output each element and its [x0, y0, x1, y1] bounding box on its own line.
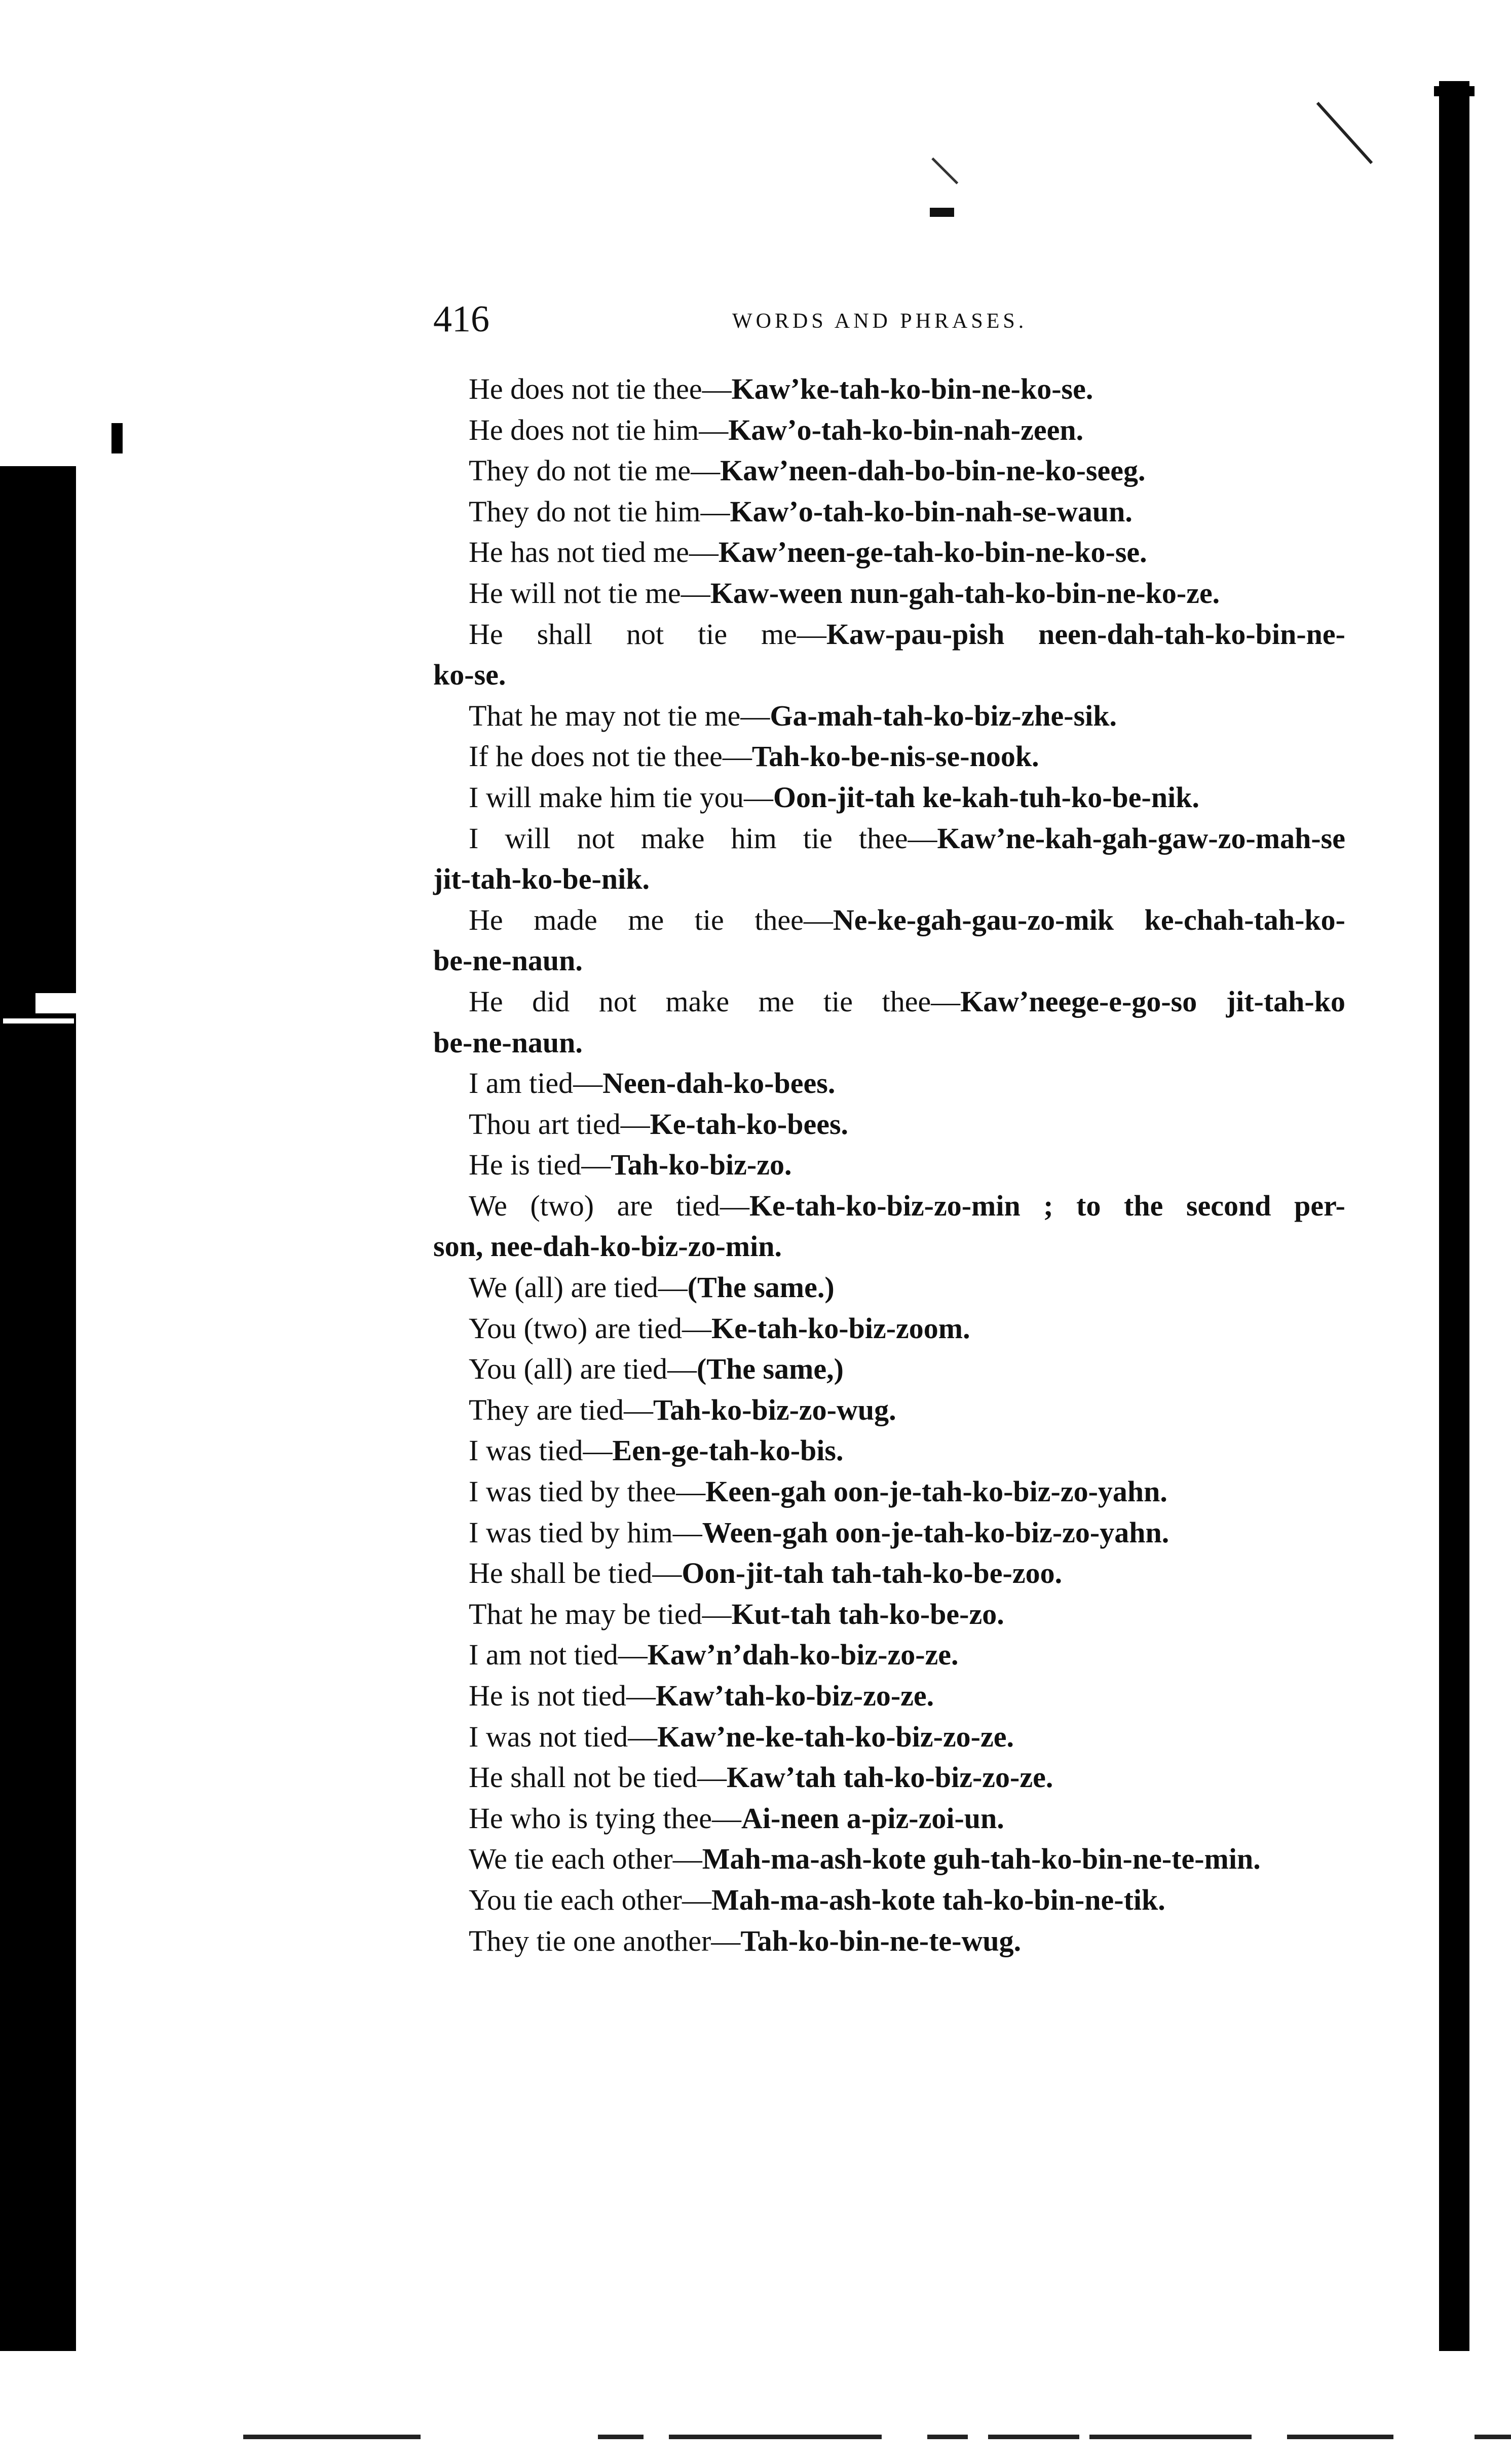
- ojibwe-translation: Ke-tah-ko-biz-zoom.: [711, 1311, 970, 1345]
- phrase-line: [433, 1757, 1345, 1798]
- ojibwe-translation: (The same.): [687, 1271, 835, 1304]
- phrase-line: [433, 1471, 1345, 1512]
- phrase-line: [433, 777, 1345, 818]
- phrase-line: [433, 1308, 1345, 1349]
- english-phrase: He is tied—: [469, 1148, 611, 1182]
- phrase-line: [433, 369, 1345, 410]
- ojibwe-translation: Mah-ma-ash-kote guh-tah-ko-bin-ne-te-min.: [702, 1842, 1261, 1876]
- phrase-continuation: [433, 1022, 1345, 1064]
- phrase-line: [433, 1717, 1345, 1758]
- ojibwe-translation-continued: be-ne-naun.: [433, 1026, 583, 1059]
- scan-dash: [930, 208, 954, 217]
- phrase-line: [433, 981, 1345, 1022]
- ojibwe-translation: Oon-jit-tah tah-tah-ko-be-zoo.: [682, 1557, 1063, 1590]
- phrase-line: [433, 1267, 1345, 1308]
- ojibwe-translation: Tah-ko-biz-zo-wug.: [653, 1393, 896, 1426]
- ojibwe-translation: Mah-ma-ash-kote tah-ko-bin-ne-tik.: [711, 1883, 1165, 1916]
- scan-bottom-rule: [243, 2435, 421, 2439]
- english-phrase: I was tied by thee—: [469, 1475, 706, 1508]
- phrase-line: [433, 1553, 1345, 1594]
- phrase-line: [433, 1186, 1345, 1227]
- scan-binding-cap: [1434, 86, 1475, 96]
- phrase-line: [433, 410, 1345, 451]
- ojibwe-translation: Ke-tah-ko-biz-zo-min ; to the second per-: [749, 1189, 1345, 1222]
- phrase-line: [433, 1921, 1345, 1962]
- ojibwe-translation: Kaw’o-tah-ko-bin-nah-zeen.: [728, 413, 1084, 446]
- scan-binding-shadow: [1439, 81, 1469, 2351]
- phrase-line: [433, 573, 1345, 614]
- scan-stroke: [1316, 102, 1373, 164]
- scan-bottom-rule: [1089, 2435, 1252, 2439]
- phrase-line: [433, 1594, 1345, 1635]
- phrase-line: [433, 532, 1345, 573]
- phrase-line: [433, 1390, 1345, 1431]
- english-phrase: They are tied—: [469, 1393, 653, 1426]
- ojibwe-translation: Kaw-ween nun-gah-tah-ko-bin-ne-ko-ze.: [710, 576, 1220, 610]
- phrase-line: [433, 1880, 1345, 1921]
- phrase-continuation: [433, 1226, 1345, 1267]
- phrase-continuation: [433, 655, 1345, 696]
- english-phrase: I am not tied—: [469, 1638, 648, 1672]
- ojibwe-translation: Ne-ke-gah-gau-zo-mik ke-chah-tah-ko-: [833, 903, 1345, 936]
- english-phrase: He has not tied me—: [469, 536, 719, 569]
- page-number: 416: [433, 298, 489, 340]
- ojibwe-translation: Kaw’ne-ke-tah-ko-biz-zo-ze.: [657, 1720, 1014, 1753]
- ojibwe-translation: Kaw’neege-e-go-so jit-tah-ko: [960, 984, 1345, 1018]
- english-phrase: He does not tie thee—: [469, 372, 732, 405]
- phrase-line: [433, 1430, 1345, 1471]
- phrase-line: [433, 1798, 1345, 1839]
- phrase-list: [433, 369, 1345, 1961]
- ojibwe-translation: Ga-mah-tah-ko-biz-zhe-sik.: [770, 699, 1117, 732]
- ojibwe-translation-continued: be-ne-naun.: [433, 944, 583, 977]
- ojibwe-translation: Ai-neen a-piz-zoi-un.: [741, 1801, 1004, 1835]
- english-phrase: That he may not tie me—: [469, 699, 770, 732]
- scan-bottom-rule: [988, 2435, 1079, 2439]
- ojibwe-translation: Een-ge-tah-ko-bis.: [612, 1434, 844, 1467]
- scan-edge-shadow: [0, 466, 76, 2351]
- ojibwe-translation: Tah-ko-bin-ne-te-wug.: [740, 1924, 1022, 1957]
- english-phrase: I was tied by him—: [469, 1515, 702, 1549]
- ojibwe-translation: Kaw’n’dah-ko-biz-zo-ze.: [647, 1638, 959, 1672]
- english-phrase: He does not tie him—: [469, 413, 729, 446]
- english-phrase: I will make him tie you—: [469, 780, 773, 814]
- ojibwe-translation: Ke-tah-ko-bees.: [650, 1107, 849, 1141]
- ojibwe-translation: Kaw’tah-ko-biz-zo-ze.: [655, 1679, 934, 1712]
- english-phrase: That he may be tied—: [469, 1597, 732, 1631]
- ojibwe-translation: Kaw’tah tah-ko-biz-zo-ze.: [727, 1761, 1053, 1794]
- phrase-line: [433, 696, 1345, 737]
- ojibwe-translation: Kaw’ne-kah-gah-gaw-zo-mah-se: [937, 821, 1345, 855]
- ojibwe-translation: (The same,): [696, 1352, 844, 1386]
- english-phrase: I was tied—: [469, 1434, 613, 1467]
- scan-bottom-rule: [1475, 2435, 1511, 2439]
- ojibwe-translation: Keen-gah oon-je-tah-ko-biz-zo-yahn.: [705, 1475, 1167, 1508]
- english-phrase: They do not tie me—: [469, 454, 721, 487]
- ojibwe-translation: Tah-ko-be-nis-se-nook.: [751, 740, 1039, 773]
- english-phrase: They tie one another—: [469, 1924, 741, 1957]
- phrase-line: [433, 818, 1345, 859]
- phrase-line: [433, 1063, 1345, 1104]
- english-phrase: We tie each other—: [469, 1842, 702, 1876]
- ojibwe-translation: Kaw’neen-ge-tah-ko-bin-ne-ko-se.: [718, 536, 1147, 569]
- ojibwe-translation: Kaw-pau-pish neen-dah-tah-ko-bin-ne-: [826, 617, 1345, 651]
- english-phrase: He made me tie thee—: [469, 903, 833, 936]
- running-head-title: WORDS AND PHRASES.: [732, 310, 1028, 333]
- english-phrase: We (all) are tied—: [469, 1271, 688, 1304]
- running-head: [433, 296, 1335, 352]
- scan-bottom-rule: [1287, 2435, 1393, 2439]
- english-phrase: If he does not tie thee—: [469, 740, 752, 773]
- english-phrase: He shall not tie me—: [469, 617, 826, 651]
- scan-mark: [111, 423, 123, 453]
- english-phrase: You (two) are tied—: [469, 1311, 711, 1345]
- scan-bottom-rule: [669, 2435, 882, 2439]
- phrase-line: [433, 900, 1345, 941]
- phrase-line: [433, 1635, 1345, 1676]
- phrase-line: [433, 1839, 1345, 1880]
- english-phrase: I will not make him tie thee—: [469, 821, 937, 855]
- phrase-line: [433, 1676, 1345, 1717]
- english-phrase: I am tied—: [469, 1067, 603, 1100]
- english-phrase: He will not tie me—: [469, 576, 710, 610]
- scan-edge-notch: [35, 993, 76, 1013]
- ojibwe-translation: Tah-ko-biz-zo.: [611, 1148, 792, 1182]
- english-phrase: You tie each other—: [469, 1883, 711, 1916]
- phrase-line: [433, 1349, 1345, 1390]
- ojibwe-translation: Kut-tah tah-ko-be-zo.: [731, 1597, 1004, 1631]
- ojibwe-translation-continued: jit-tah-ko-be-nik.: [433, 862, 650, 896]
- phrase-line: [433, 491, 1345, 533]
- english-phrase: He did not make me tie thee—: [469, 984, 961, 1018]
- scan-bottom-rule: [927, 2435, 968, 2439]
- phrase-line: [433, 1145, 1345, 1186]
- english-phrase: We (two) are tied—: [469, 1189, 749, 1222]
- english-phrase: He shall be tied—: [469, 1557, 682, 1590]
- english-phrase: He shall not be tied—: [469, 1761, 727, 1794]
- english-phrase: You (all) are tied—: [469, 1352, 697, 1386]
- english-phrase: He is not tied—: [469, 1679, 656, 1712]
- english-phrase: He who is tying thee—: [469, 1801, 742, 1835]
- phrase-line: [433, 614, 1345, 655]
- ojibwe-translation-continued: son, nee-dah-ko-biz-zo-min.: [433, 1230, 782, 1263]
- scan-edge-tick: [3, 1018, 74, 1023]
- english-phrase: They do not tie him—: [469, 495, 730, 528]
- scan-stroke: [931, 158, 958, 184]
- ojibwe-translation: Ween-gah oon-je-tah-ko-biz-zo-yahn.: [702, 1515, 1169, 1549]
- ojibwe-translation: Kaw’neen-dah-bo-bin-ne-ko-seeg.: [720, 454, 1146, 487]
- phrase-line: [433, 736, 1345, 777]
- scan-bottom-rule: [598, 2435, 644, 2439]
- ojibwe-translation: Kaw’ke-tah-ko-bin-ne-ko-se.: [731, 372, 1093, 405]
- ojibwe-translation: Neen-dah-ko-bees.: [602, 1067, 836, 1100]
- ojibwe-translation-continued: ko-se.: [433, 658, 506, 692]
- english-phrase: I was not tied—: [469, 1720, 658, 1753]
- phrase-continuation: [433, 859, 1345, 900]
- phrase-continuation: [433, 940, 1345, 981]
- phrase-line: [433, 1512, 1345, 1553]
- phrase-line: [433, 1104, 1345, 1145]
- ojibwe-translation: Kaw’o-tah-ko-bin-nah-se-waun.: [730, 495, 1132, 528]
- ojibwe-translation: Oon-jit-tah ke-kah-tuh-ko-be-nik.: [773, 780, 1199, 814]
- phrase-line: [433, 450, 1345, 491]
- english-phrase: Thou art tied—: [469, 1107, 650, 1141]
